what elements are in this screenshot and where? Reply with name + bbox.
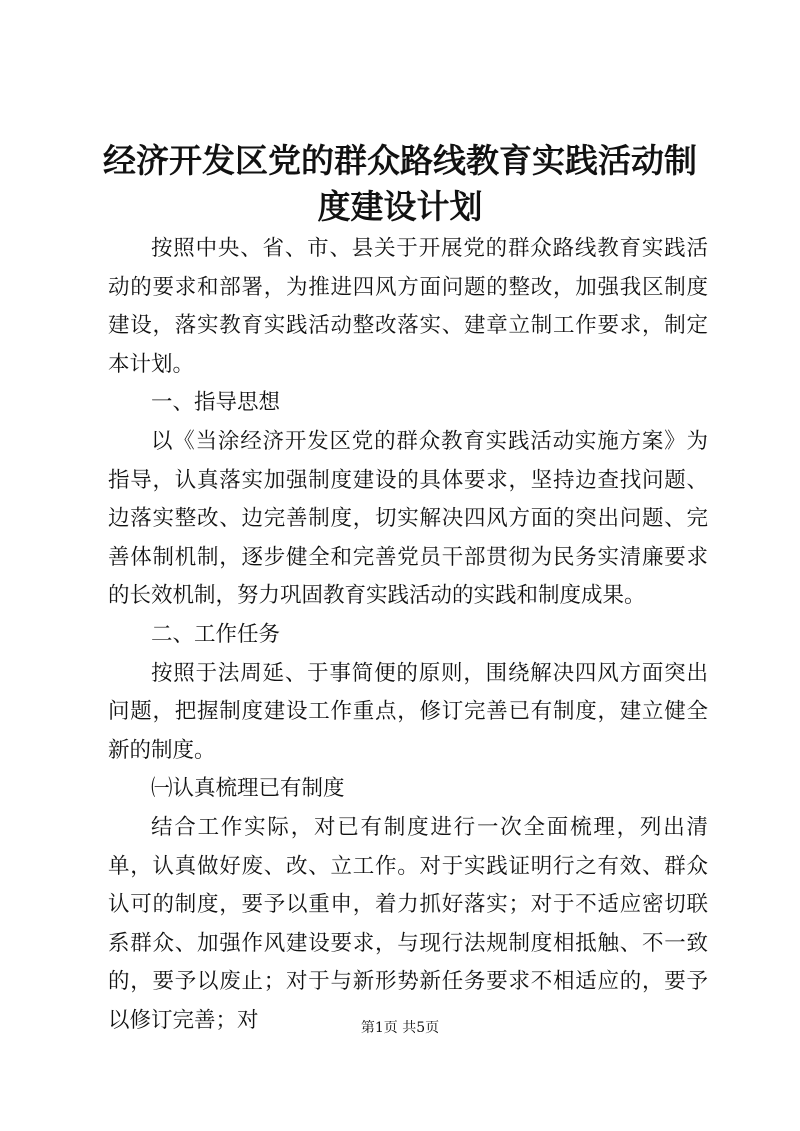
work-tasks-paragraph: 按照于法周延、于事简便的原则，围绕解决四风方面突出问题，把握制度建设工作重点，修订完善已有制度，建立健全新的制度。	[108, 660, 708, 763]
page-footer: 第1页 共5页	[360, 1020, 440, 1036]
section-heading-guiding-ideology: 一、指导思想	[151, 390, 281, 416]
subsection-heading-review-systems: ㈠认真梳理已有制度	[151, 776, 345, 802]
intro-paragraph: 按照中央、省、市、县关于开展党的群众路线教育实践活动的要求和部署，为推进四风方面问题的整改，加强我区制度建设，落实教育实践活动整改落实、建章立制工作要求，制定本计划。	[108, 236, 708, 377]
review-systems-paragraph: 结合工作实际，对已有制度进行一次全面梳理，列出清单，认真做好废、改、立工作。对于实践证明行之有效、群众认可的制度，要予以重申，着力抓好落实；对于不适应密切联系群众、加强作风建设要求，与现行法规制度相抵触、不一致的，要予以废止；对于与新形势新任务要求不相适应的，要予以修订完善；对	[108, 814, 708, 1033]
document-title: 经济开发区党的群众路线教育实践活动制度建设计划	[103, 141, 697, 226]
guiding-ideology-paragraph: 以《当涂经济开发区党的群众教育实践活动实施方案》为指导，认真落实加强制度建设的具体要求，坚持边查找问题、边落实整改、边完善制度，切实解决四风方面的突出问题、完善体制机制，逐步健全和完善党员干部贯彻为民务实清廉要求的长效机制，努力巩固教育实践活动的实践和制度成果。	[108, 428, 708, 609]
section-heading-work-tasks: 二、工作任务	[151, 621, 281, 647]
document-body	[108, 230, 708, 1040]
